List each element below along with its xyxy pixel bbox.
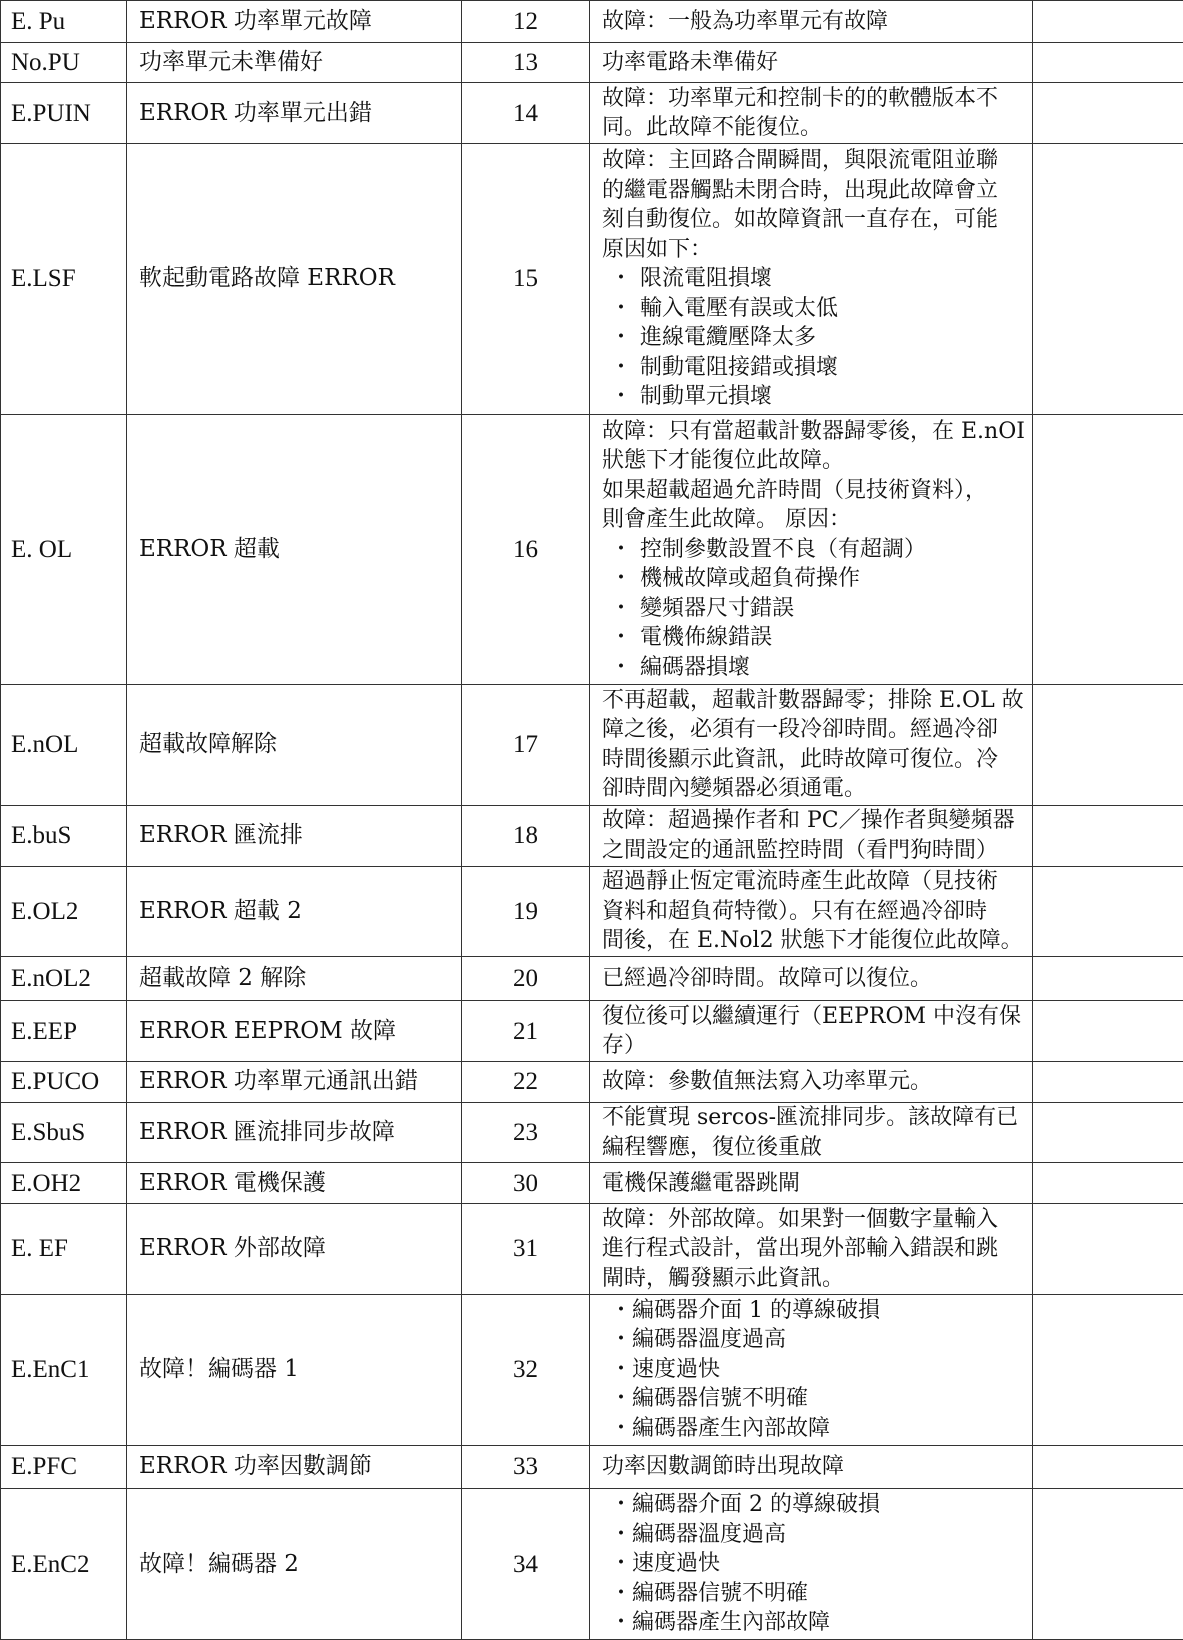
description-bullet-item: ・ 變頻器尺寸錯誤 — [602, 594, 1026, 624]
table-row — [1, 1489, 1183, 1640]
description-line: 電機保護繼電器跳閘 — [602, 1170, 801, 1196]
table-row — [1, 1, 1183, 43]
description-bullet-item: ・ 限流電阻損壞 — [602, 264, 1026, 294]
error-name-cell: ERROR 功率因數調節 — [127, 1445, 462, 1489]
description-line: 編程響應，復位後重啟 — [602, 1134, 823, 1160]
description-line: 原因如下： — [602, 236, 713, 262]
empty-notes-cell — [1033, 866, 1183, 957]
description-line: 存） — [602, 1033, 647, 1059]
error-number-cell: 34 — [462, 1489, 590, 1640]
error-name-cell: ERROR 超載 2 — [127, 866, 462, 957]
empty-notes-cell — [1033, 805, 1183, 866]
error-number-cell: 21 — [462, 1001, 590, 1062]
empty-notes-cell — [1033, 1163, 1183, 1204]
error-name-cell: 軟起動電路故障 ERROR — [127, 144, 462, 414]
error-number-cell: 17 — [462, 684, 590, 805]
error-name-cell: 故障！編碼器 1 — [127, 1294, 462, 1445]
error-code-cell: E.LSF — [1, 144, 127, 414]
description-bullet-item: ・ 電機佈線錯誤 — [602, 623, 1026, 653]
error-code-cell: E. Pu — [1, 1, 127, 43]
description-line: 故障：參數值無法寫入功率單元。 — [602, 1069, 933, 1095]
error-number-cell: 19 — [462, 866, 590, 957]
error-description-cell — [590, 1204, 1033, 1295]
description-line: 故障：外部故障。如果對一個數字量輸入 — [602, 1206, 999, 1232]
error-name-cell: 超載故障 2 解除 — [127, 957, 462, 1001]
error-code-cell: E.SbuS — [1, 1102, 127, 1163]
error-description-cell — [590, 42, 1033, 83]
description-line: 障之後，必須有一段冷卻時間。經過冷卻 — [602, 717, 999, 743]
description-line: 不再超載，超載計數器歸零；排除 E.OL 故 — [602, 687, 1024, 713]
error-code-cell: E.EnC2 — [1, 1489, 127, 1640]
error-description-cell — [590, 866, 1033, 957]
description-line: 則會產生此故障。 原因： — [602, 507, 851, 532]
table-row — [1, 414, 1183, 684]
empty-notes-cell — [1033, 1445, 1183, 1489]
error-name-cell: ERROR EEPROM 故障 — [127, 1001, 462, 1062]
error-description-cell — [590, 1489, 1033, 1640]
empty-notes-cell — [1033, 1204, 1183, 1295]
description-bullet-item: ・ 編碼器產生內部故障 — [602, 1414, 1026, 1444]
description-line: 同。此故障不能復位。 — [602, 115, 823, 141]
description-line: 之間設定的通訊監控時間（看門狗時間） — [602, 837, 999, 863]
description-line: 故障：一般為功率單元有故障 — [602, 8, 889, 34]
error-number-cell: 33 — [462, 1445, 590, 1489]
empty-notes-cell — [1033, 144, 1183, 414]
table-row — [1, 1001, 1183, 1062]
error-description-cell — [590, 957, 1033, 1001]
error-name-cell: 功率單元未準備好 — [127, 42, 462, 83]
description-line: 閘時，觸發顯示此資訊。 — [602, 1265, 845, 1291]
description-bullet-item: ・ 編碼器溫度過高 — [602, 1520, 1026, 1550]
description-line: 故障：功率單元和控制卡的的軟體版本不 — [602, 85, 999, 111]
description-bullet-item: ・ 編碼器介面 1 的導線破損 — [602, 1296, 1026, 1326]
error-number-cell: 14 — [462, 83, 590, 144]
error-description-cell — [590, 1, 1033, 43]
description-line: 狀態下才能復位此故障。 — [602, 448, 845, 473]
error-name-cell: ERROR 外部故障 — [127, 1204, 462, 1295]
error-code-cell: E.EnC1 — [1, 1294, 127, 1445]
description-bullet-item: ・ 編碼器溫度過高 — [602, 1325, 1026, 1355]
error-number-cell: 18 — [462, 805, 590, 866]
description-bullet-item: ・ 速度過快 — [602, 1355, 1026, 1385]
error-number-cell: 30 — [462, 1163, 590, 1204]
table-row — [1, 42, 1183, 83]
description-line: 復位後可以繼續運行（EEPROM 中沒有保 — [602, 1003, 1022, 1029]
error-description-cell — [590, 83, 1033, 144]
description-line: 故障：只有當超載計數器歸零後，在 E.nOI — [602, 418, 1025, 444]
description-line: 超過靜止恆定電流時產生此故障（見技術 — [602, 869, 999, 895]
table-row — [1, 1204, 1183, 1295]
error-number-cell: 16 — [462, 414, 590, 684]
error-name-cell: 超載故障解除 — [127, 684, 462, 805]
table-body — [1, 1, 1183, 1640]
empty-notes-cell — [1033, 1294, 1183, 1445]
description-bullet-item: ・ 制動電阻接錯或損壞 — [602, 353, 1026, 383]
error-code-cell: E.PUIN — [1, 83, 127, 144]
error-name-cell: ERROR 匯流排 — [127, 805, 462, 866]
description-bullet-item: ・ 編碼器信號不明確 — [602, 1384, 1026, 1414]
table-row — [1, 866, 1183, 957]
empty-notes-cell — [1033, 957, 1183, 1001]
empty-notes-cell — [1033, 1001, 1183, 1062]
table-row — [1, 144, 1183, 414]
description-bullet-item: ・ 進線電纜壓降太多 — [602, 323, 1026, 353]
error-number-cell: 22 — [462, 1061, 590, 1102]
error-name-cell: ERROR 匯流排同步故障 — [127, 1102, 462, 1163]
table-row — [1, 1294, 1183, 1445]
table-row — [1, 1445, 1183, 1489]
description-bullet-item: ・ 速度過快 — [602, 1549, 1026, 1579]
description-bullet-item: ・ 輸入電壓有誤或太低 — [602, 294, 1026, 324]
error-code-cell: E.OL2 — [1, 866, 127, 957]
description-line: 功率電路未準備好 — [602, 49, 779, 75]
empty-notes-cell — [1033, 1, 1183, 43]
empty-notes-cell — [1033, 1061, 1183, 1102]
table-row — [1, 1102, 1183, 1163]
description-line: 如果超載超過允許時間（見技術資料）， — [602, 477, 988, 503]
description-line: 故障：超過操作者和 PC／操作者與變頻器 — [602, 808, 1015, 834]
error-code-cell: E. EF — [1, 1204, 127, 1295]
description-line: 不能實現 sercos-匯流排同步。該故障有已 — [602, 1105, 1019, 1131]
error-description-cell — [590, 805, 1033, 866]
description-line: 間後，在 E.Nol2 狀態下才能復位此故障。 — [602, 928, 1023, 954]
description-line: 的繼電器觸點未閉合時，出現此故障會立 — [602, 177, 999, 203]
error-description-cell — [590, 414, 1033, 684]
error-name-cell: ERROR 功率單元故障 — [127, 1, 462, 43]
description-line: 已經過冷卻時間。故障可以復位。 — [602, 966, 933, 992]
table-row — [1, 83, 1183, 144]
error-code-cell: E.nOL2 — [1, 957, 127, 1001]
description-bullet-item: ・ 機械故障或超負荷操作 — [602, 564, 1026, 594]
error-name-cell: ERROR 超載 — [127, 414, 462, 684]
description-bullet-item: ・ 制動單元損壞 — [602, 382, 1026, 412]
empty-notes-cell — [1033, 42, 1183, 83]
error-code-cell: E.PUCO — [1, 1061, 127, 1102]
error-description-cell — [590, 1061, 1033, 1102]
error-code-cell: E.buS — [1, 805, 127, 866]
table-row — [1, 957, 1183, 1001]
description-line: 時間後顯示此資訊，此時故障可復位。冷 — [602, 746, 999, 772]
error-name-cell: 故障！編碼器 2 — [127, 1489, 462, 1640]
description-bullet-item: ・ 編碼器產生內部故障 — [602, 1608, 1026, 1638]
error-description-cell — [590, 1445, 1033, 1489]
error-number-cell: 13 — [462, 42, 590, 83]
description-line: 功率因數調節時出現故障 — [602, 1454, 845, 1480]
description-line: 卻時間內變頻器必須通電。 — [602, 776, 867, 802]
error-code-cell: E.nOL — [1, 684, 127, 805]
error-number-cell: 32 — [462, 1294, 590, 1445]
error-description-cell — [590, 684, 1033, 805]
empty-notes-cell — [1033, 414, 1183, 684]
table-row — [1, 1163, 1183, 1204]
description-bullet-item: ・ 編碼器介面 2 的導線破損 — [602, 1490, 1026, 1520]
empty-notes-cell — [1033, 1102, 1183, 1163]
error-code-cell: E.PFC — [1, 1445, 127, 1489]
table-row — [1, 805, 1183, 866]
error-code-cell: No.PU — [1, 42, 127, 83]
error-code-cell: E.EEP — [1, 1001, 127, 1062]
error-number-cell: 15 — [462, 144, 590, 414]
error-code-cell: E.OH2 — [1, 1163, 127, 1204]
description-bullet-item: ・ 控制參數設置不良（有超調） — [602, 535, 1026, 565]
error-description-cell — [590, 1001, 1033, 1062]
error-number-cell: 31 — [462, 1204, 590, 1295]
description-line: 故障：主回路合閘瞬間，與限流電阻並聯 — [602, 148, 999, 174]
error-description-cell — [590, 1163, 1033, 1204]
error-name-cell: ERROR 功率單元通訊出錯 — [127, 1061, 462, 1102]
description-line: 進行程式設計，當出現外部輸入錯誤和跳 — [602, 1236, 999, 1262]
error-code-cell: E. OL — [1, 414, 127, 684]
description-bullet-item: ・ 編碼器信號不明確 — [602, 1579, 1026, 1609]
error-number-cell: 12 — [462, 1, 590, 43]
empty-notes-cell — [1033, 1489, 1183, 1640]
description-line: 刻自動復位。如故障資訊一直存在，可能 — [602, 207, 999, 233]
error-description-cell — [590, 1294, 1033, 1445]
empty-notes-cell — [1033, 684, 1183, 805]
error-name-cell: ERROR 功率單元出錯 — [127, 83, 462, 144]
error-description-cell — [590, 1102, 1033, 1163]
error-name-cell: ERROR 電機保護 — [127, 1163, 462, 1204]
empty-notes-cell — [1033, 83, 1183, 144]
error-description-cell — [590, 144, 1033, 414]
description-line: 資料和超負荷特徵）。只有在經過冷卻時 — [602, 898, 988, 924]
table-row — [1, 684, 1183, 805]
table-row — [1, 1061, 1183, 1102]
description-bullet-item: ・ 編碼器損壞 — [602, 653, 1026, 683]
error-number-cell: 23 — [462, 1102, 590, 1163]
error-number-cell: 20 — [462, 957, 590, 1001]
